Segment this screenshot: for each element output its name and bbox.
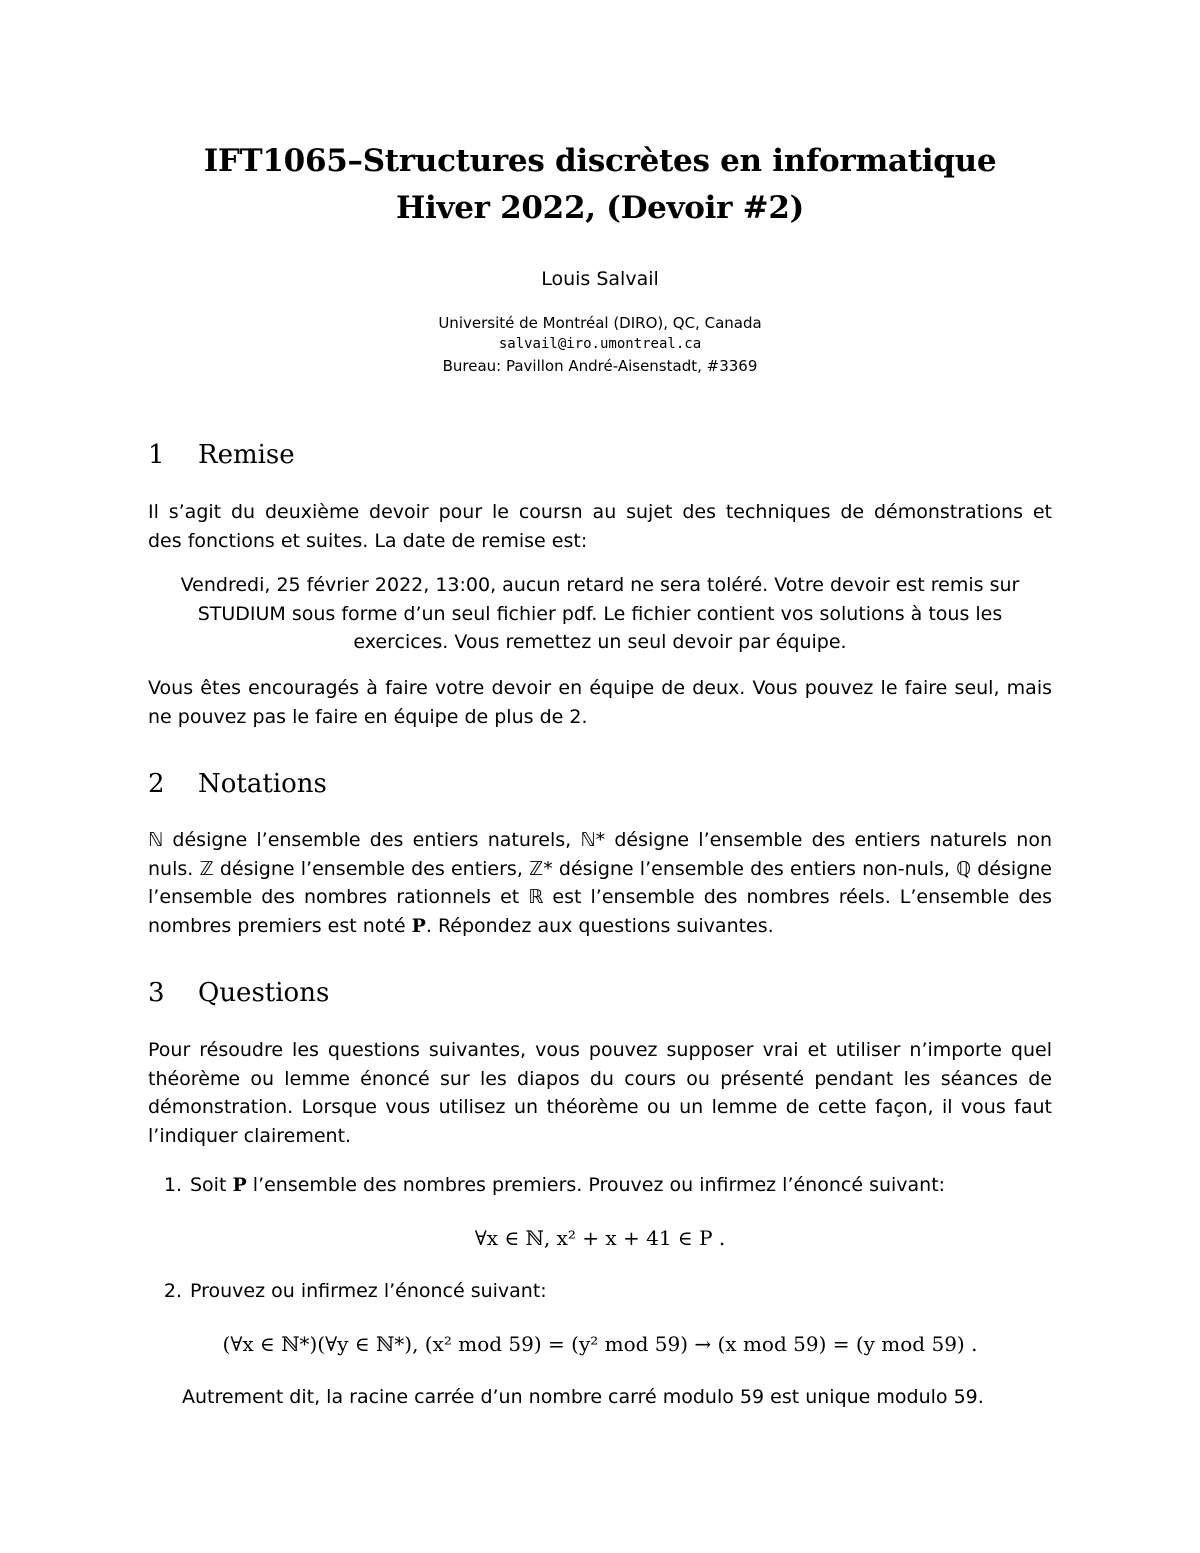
section-heading-remise: [148, 440, 295, 470]
text-line: des fonctions et suites. La date de remise est:: [148, 529, 588, 552]
text-line: STUDIUM sous forme d’un seul fichier pdf. Le fichier contient vos solutions à tous les: [197, 602, 1003, 625]
primes-symbol: P: [232, 1174, 247, 1196]
text-line: ne pouvez pas le faire en équipe de plus de 2.: [148, 705, 588, 728]
section-number: 1: [148, 440, 165, 470]
text-line: ℕ désigne l’ensemble des entiers naturels, ℕ* désigne l’ensemble des entiers naturels non: [148, 829, 1052, 851]
text-line: l’ensemble des nombres rationnels et ℝ est l’ensemble des nombres réels. L’ensemble des: [148, 886, 1052, 908]
primes-symbol: P: [411, 914, 426, 937]
question-number: 2.: [163, 1280, 182, 1302]
text-segment: l’ensemble des nombres premiers. Prouvez ou infirmez l’énoncé suivant:: [246, 1174, 946, 1196]
question-1: [148, 1174, 1052, 1196]
document-subtitle: Hiver 2022, (Devoir #2): [396, 190, 804, 226]
text-line: nuls. ℤ désigne l’ensemble des entiers, ℤ* désigne l’ensemble des entiers non-nuls, ℚ désigne: [148, 857, 1052, 880]
teams-paragraph: [148, 674, 1052, 731]
text-line: Pour résoudre les questions suivantes, vous pouvez supposer vrai et utiliser n’importe quel: [148, 1039, 1052, 1061]
section-title: Questions: [198, 978, 330, 1008]
text-segment: Soit: [190, 1174, 233, 1196]
section-heading-notations: [148, 769, 327, 799]
author-email: salvail@iro.umontreal.ca: [498, 336, 702, 352]
section-title: Remise: [198, 440, 295, 470]
question-2-note: Autrement dit, la racine carrée d’un nombre carré modulo 59 est unique modulo 59.: [182, 1386, 984, 1408]
text-segment: Prouvez ou infirmez l’énoncé suivant:: [190, 1280, 547, 1302]
questions-intro: [148, 1036, 1052, 1150]
text-segment: nombres premiers est noté: [148, 914, 412, 937]
text-line: Vendredi, 25 février 2022, 13:00, aucun retard ne sera toléré. Votre devoir est remis sur: [180, 574, 1020, 596]
author-name: Louis Salvail: [541, 268, 659, 290]
question-2-formula: (∀x ∈ ℕ*)(∀y ∈ ℕ*), (x² mod 59) = (y² mod 59) → (x mod 59) = (y mod 59) .: [222, 1332, 978, 1356]
text-segment: . Répondez aux questions suivantes.: [425, 914, 774, 937]
section-title: Notations: [198, 769, 327, 799]
remise-paragraph: [148, 498, 1052, 555]
text-line: [148, 912, 1052, 941]
question-1-formula: ∀x ∈ ℕ, x² + x + 41 ∈ P .: [474, 1226, 726, 1250]
document-title: IFT1065–Structures discrètes en informatique: [203, 143, 997, 179]
question-2: [148, 1280, 1052, 1302]
question-number: 1.: [163, 1174, 182, 1196]
section-heading-questions: [148, 978, 329, 1008]
text-line: l’indiquer clairement.: [148, 1124, 352, 1147]
text-line: Il s’agit du deuxième devoir pour le coursn au sujet des techniques de démonstrations et: [148, 501, 1052, 523]
author-affiliation: Université de Montréal (DIRO), QC, Canada: [438, 314, 762, 332]
section-number: 2: [148, 769, 165, 799]
author-office: Bureau: Pavillon André-Aisenstadt, #3369: [442, 357, 758, 375]
text-line: théorème ou lemme énoncé sur les diapos du cours ou présenté pendant les séances de: [148, 1067, 1052, 1090]
text-line: démonstration. Lorsque vous utilisez un théorème ou un lemme de cette façon, il vous faut: [148, 1096, 1052, 1118]
text-line: exercices. Vous remettez un seul devoir par équipe.: [353, 631, 847, 653]
section-number: 3: [148, 978, 165, 1008]
text-line: Vous êtes encouragés à faire votre devoir en équipe de deux. Vous pouvez le faire seul, mais: [148, 677, 1052, 699]
deadline-block: [148, 571, 1052, 657]
notations-paragraph: [148, 826, 1052, 940]
